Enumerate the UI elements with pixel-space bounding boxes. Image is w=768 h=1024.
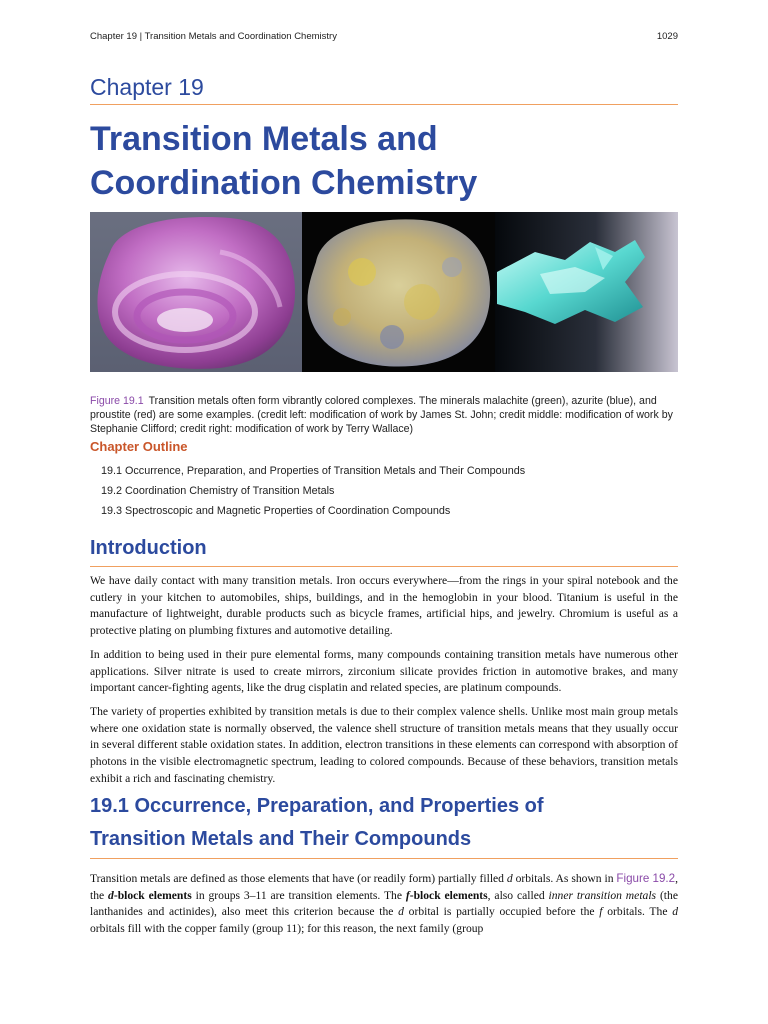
outline-item[interactable]: 19.1 Occurrence, Preparation, and Properties of Transition Metals and Their Compounds [101,465,526,477]
running-head [90,31,678,42]
text-run: orbitals fill with the copper family (group 11); for this reason, the next family (group [90,922,484,936]
text-run: , also called [487,888,549,902]
text-run: d [398,905,404,919]
chapter-title-line-2: Coordination Chemistry [90,164,478,202]
text-run: , the [90,872,678,902]
text-run: orbital is partially occupied before the [403,905,600,919]
figure-label: Figure 19.1 [90,394,144,407]
section-title-line-1: 19.1 Occurrence, Preparation, and Properties of [90,795,544,817]
chapter-outline-title: Chapter Outline [90,439,188,454]
chapter-outline-list [101,464,525,524]
text-run: orbitals. As shown in [512,872,617,885]
introduction-rule [90,566,678,567]
section-title-line-2: Transition Metals and Their Compounds [90,828,472,850]
figure-19-1-image [90,212,678,372]
term-inner-transition-metals: inner transition metals [548,888,657,902]
running-head-title: Chapter 19 | Transition Metals and Coordination Chemistry [90,31,337,42]
outline-item[interactable]: 19.2 Coordination Chemistry of Transition Metals [101,485,335,497]
text-run: (the lanthanides and actinides), also meet this criterion because the [90,888,678,919]
page-number: 1029 [656,31,678,42]
intro-paragraph-3: The variety of properties exhibited by transition metals is due to their complex valence shells. Unlike most main group metals where one oxidation state is normally observed, the valence shell structure of transition metals means that they usually occur in several different stable oxidation states. In addition, electron transitions in these elements can correspond with absorption of photons in the visible electromagnetic spectrum, leading to colored compounds. Because of these behaviors, transition metals exhibit a rich and fascinating chemistry. [90,705,678,785]
text-run: d [108,888,114,902]
text-run: in groups 3–11 are transition elements. The [191,888,406,902]
intro-paragraph-1: We have daily contact with many transition metals. Iron occurs everywhere—from the rings in your spiral notebook and the cutlery in your kitchen to automobiles, ships, buildings, and in the hemoglobin in your blood. Titanium is useful in the manufacture of lightweight, durable products such as bicycle frames, artificial hips, and jewelry. Chromium is useful as a protective plating on plumbing fixtures and automotive detailing. [90,574,678,638]
text-run: f [405,888,410,902]
term-d-block: -block elements [113,888,192,902]
chapter-title [90,117,678,205]
figure-caption [90,394,678,436]
text-run: orbitals. The [602,905,673,919]
section-19-1-rule [90,858,678,859]
figure-19-2-link[interactable]: Figure 19.2 [616,872,676,885]
text-run: d [506,872,513,885]
figure-caption-text: Transition metals often form vibrantly colored complexes. The minerals malachite (green), azurite (blue), and proustite (red) are some examples. (credit left: modification of work by James St. John; credit middle: modification of work by Stephanie Clifford; credit right: modification of work by Terry Wallace) [90,394,673,435]
mineral-photo-left [90,212,302,372]
text-run: Transition metals are defined as those elements that have (or readily form) partially filled [90,872,507,885]
mineral-photo-middle [302,212,495,372]
text-run: f [599,905,603,919]
text-run: d [672,905,678,919]
chapter-title-line-1: Transition Metals and [90,120,438,158]
intro-paragraph-2: In addition to being used in their pure elemental forms, many compounds containing transition metals have numerous other applications. Silver nitrate is used to create mirrors, zirconium silicate provides friction in automotive brakes, and many important cancer-fighting agents, like the drug cisplatin and related species, are platinum compounds. [90,648,678,695]
chapter-label: Chapter 19 [90,74,204,100]
outline-item[interactable]: 19.3 Spectroscopic and Magnetic Properties of Coordination Compounds [101,505,451,517]
introduction-heading: Introduction [90,537,207,559]
mineral-photo-right [495,212,678,372]
section-19-1-paragraph [90,871,678,938]
chapter-label-rule [90,104,678,105]
section-19-1-title [90,790,678,856]
term-f-block: -block elements [409,888,488,902]
